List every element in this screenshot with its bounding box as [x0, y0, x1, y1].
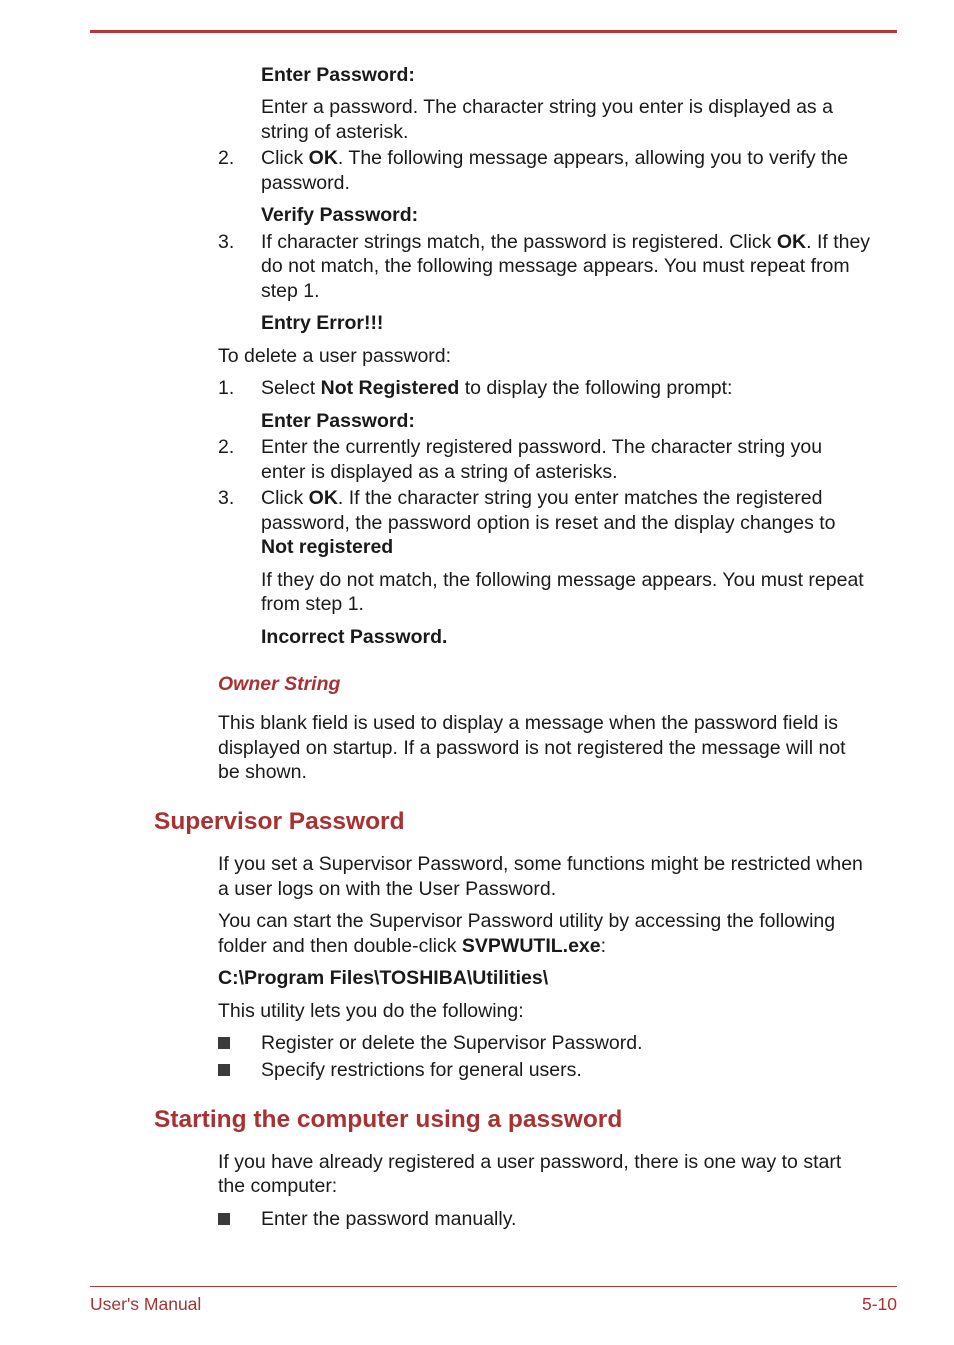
paragraph-line: If they do not match, the following message appears. You must repeat: [261, 569, 864, 591]
step-text: Select Not Registered to display the following prompt:: [261, 377, 733, 399]
step-text: enter is displayed as a string of asterisks.: [261, 461, 618, 483]
prompt-enter-password: Enter Password:: [261, 64, 415, 86]
bullet-icon: [218, 1213, 230, 1225]
paragraph-line: This utility lets you do the following:: [218, 1000, 524, 1022]
bullet-item: Register or delete the Supervisor Password.: [261, 1032, 643, 1054]
paragraph-line: If you have already registered a user password, there is one way to start: [218, 1151, 842, 1173]
bullet-icon: [218, 1037, 230, 1049]
paragraph-line: You can start the Supervisor Password utility by accessing the following: [218, 910, 836, 932]
paragraph-line: If you set a Supervisor Password, some functions might be restricted when: [218, 853, 863, 875]
step-text: Click OK. If the character string you enter matches the registered: [261, 487, 823, 509]
paragraph-line: This blank field is used to display a message when the password field is: [218, 712, 838, 734]
header-rule: [90, 30, 897, 33]
prompt-enter-password: Enter Password:: [261, 410, 415, 432]
bullet-item: Specify restrictions for general users.: [261, 1059, 582, 1081]
step-number: 3.: [218, 487, 235, 509]
step-number: 3.: [218, 231, 235, 253]
paragraph-line: folder and then double-click SVPWUTIL.exe:: [218, 935, 607, 957]
step-number: 2.: [218, 147, 235, 169]
paragraph-line: the computer:: [218, 1175, 338, 1197]
paragraph-line: string of asterisk.: [261, 121, 409, 143]
bullet-item: Enter the password manually.: [261, 1208, 517, 1230]
step-text: Enter the currently registered password. The character string you: [261, 436, 823, 458]
step-text: password.: [261, 172, 350, 194]
step-text: password, the password option is reset and the display changes to: [261, 512, 836, 534]
paragraph-line: Enter a password. The character string you enter is displayed as a: [261, 96, 833, 118]
step-text: do not match, the following message appears. You must repeat from: [261, 255, 850, 277]
footer-page-number: 5-10: [861, 1294, 897, 1314]
starting-computer-heading: Starting the computer using a password: [154, 1106, 623, 1133]
step-number: 2.: [218, 436, 235, 458]
paragraph-line: displayed on startup. If a password is not registered the message will not: [218, 737, 846, 759]
step-text: step 1.: [261, 280, 320, 302]
prompt-verify-password: Verify Password:: [261, 204, 419, 226]
paragraph-line: from step 1.: [261, 593, 364, 615]
bullet-icon: [218, 1064, 230, 1076]
owner-string-heading: Owner String: [218, 673, 341, 695]
step-text-bold: Not registered: [261, 536, 394, 558]
paragraph-line: a user logs on with the User Password.: [218, 878, 557, 900]
paragraph-line: be shown.: [218, 761, 307, 783]
delete-intro: To delete a user password:: [218, 345, 452, 367]
prompt-incorrect-password: Incorrect Password.: [261, 626, 448, 648]
supervisor-password-heading: Supervisor Password: [154, 808, 405, 835]
prompt-entry-error: Entry Error!!!: [261, 312, 384, 334]
footer-rule: [90, 1286, 897, 1287]
step-text: If character strings match, the password is registered. Click OK. If they: [261, 231, 871, 253]
footer-manual-title: User's Manual: [90, 1294, 202, 1314]
utility-path: C:\Program Files\TOSHIBA\Utilities\: [218, 967, 549, 989]
step-number: 1.: [218, 377, 235, 399]
step-text: Click OK. The following message appears, allowing you to verify the: [261, 147, 849, 169]
